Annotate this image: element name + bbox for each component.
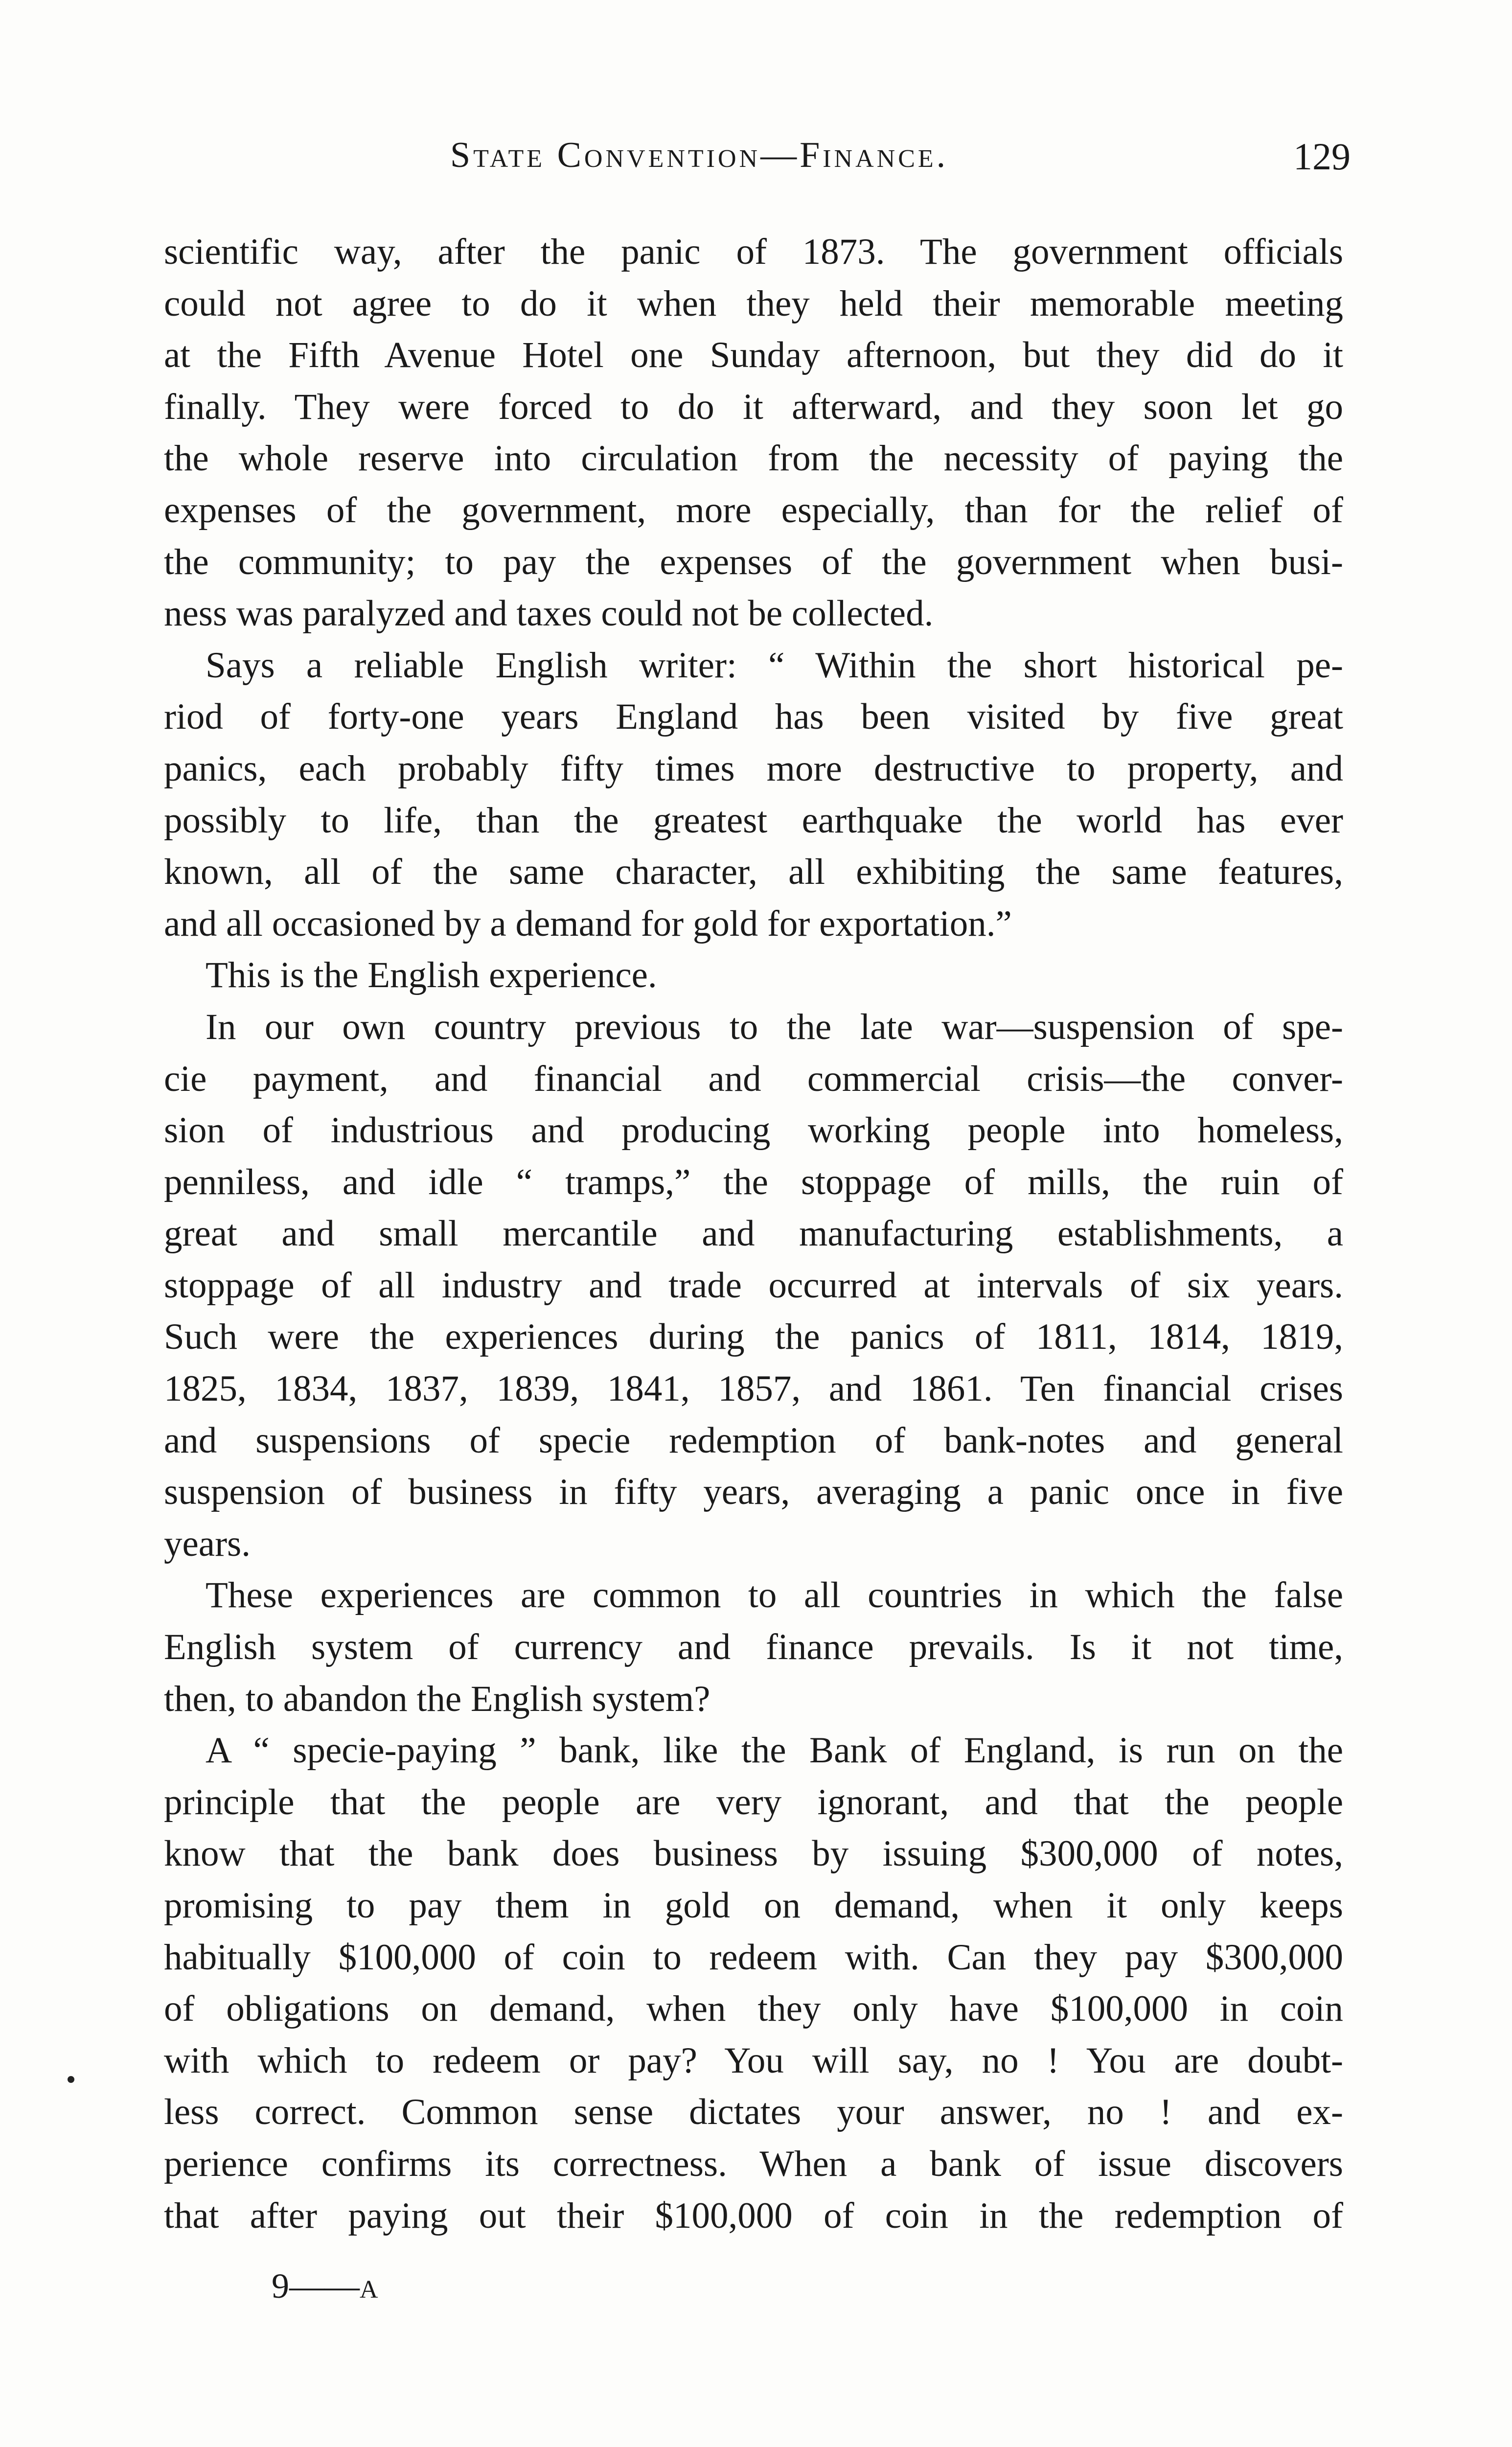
text-line [164, 2086, 1343, 2138]
ink-speck [68, 2076, 74, 2083]
text-line-content: at the Fifth Avenue Hotel one Sunday afternoon, but they did do it [164, 335, 1343, 376]
text-line-content: and all occasioned by a demand for gold for exportation.” [164, 903, 1012, 944]
text-line [164, 226, 1343, 278]
text-line [164, 2035, 1343, 2087]
text-line-content: This is the English experience. [206, 955, 657, 996]
text-line [164, 1621, 1343, 1673]
text-line [164, 898, 1343, 950]
signature-mark [272, 2266, 378, 2307]
text-line [164, 1725, 1343, 1777]
text-line-content: with which to redeem or pay? You will say, no ! You are doubt- [164, 2040, 1343, 2081]
text-line [164, 1932, 1343, 1984]
text-line [164, 1311, 1343, 1363]
text-line [164, 485, 1343, 536]
text-line-content: English system of currency and finance prevails. Is it not time, [164, 1627, 1343, 1668]
text-line-content: less correct. Common sense dictates your answer, no ! and ex- [164, 2092, 1343, 2133]
text-line [164, 1777, 1343, 1828]
text-line [164, 846, 1343, 898]
signature-number: 9—— [272, 2266, 360, 2306]
text-line [164, 1363, 1343, 1415]
text-line-content: Such were the experiences during the panics of 1811, 1814, 1819, [164, 1316, 1343, 1358]
text-line-content: could not agree to do it when they held their memorable meeting [164, 283, 1343, 324]
text-line [164, 1260, 1343, 1312]
body-text [164, 226, 1343, 2241]
text-line [164, 1983, 1343, 2035]
text-line-content: the whole reserve into circulation from the necessity of paying the [164, 438, 1343, 479]
text-line-content: penniless, and idle “ tramps,” the stoppage of mills, the ruin of [164, 1161, 1343, 1202]
text-line-content: finally. They were forced to do it afterward, and they soon let go [164, 386, 1343, 427]
text-line-content: stoppage of all industry and trade occurred at intervals of six years. [164, 1265, 1343, 1306]
text-line [164, 1105, 1343, 1156]
text-line-content: of obligations on demand, when they only have $100,000 in coin [164, 1988, 1343, 2030]
text-line [164, 640, 1343, 692]
text-line-content: know that the bank does business by issuing $300,000 of notes, [164, 1833, 1343, 1874]
text-line-content: sion of industrious and producing working people into homeless, [164, 1110, 1343, 1151]
text-line-content: and suspensions of specie redemption of bank-notes and general [164, 1420, 1343, 1461]
text-line-content: promising to pay them in gold on demand, when it only keeps [164, 1885, 1343, 1926]
text-line [164, 1828, 1343, 1880]
text-line [164, 329, 1343, 381]
text-line-content: suspension of business in fifty years, averaging a panic once in five [164, 1472, 1343, 1513]
text-line [164, 795, 1343, 847]
text-line [164, 536, 1343, 588]
page-number: 129 [1293, 135, 1351, 178]
text-line [164, 588, 1343, 640]
text-line [164, 949, 1343, 1001]
text-line-content: In our own country previous to the late war—suspension of spe- [206, 1006, 1343, 1047]
text-line-content: scientific way, after the panic of 1873. The government officials [164, 231, 1343, 272]
text-line [164, 1415, 1343, 1467]
text-line [164, 743, 1343, 795]
text-line [164, 433, 1343, 485]
running-title: State Convention—Finance. [450, 135, 949, 175]
running-head [166, 135, 1351, 188]
text-line [164, 1156, 1343, 1208]
text-line-content: perience confirms its correctness. When a bank of issue discovers [164, 2143, 1343, 2184]
text-line [164, 1880, 1343, 1932]
text-line-content: riod of forty-one years England has been visited by five great [164, 696, 1343, 738]
text-line [164, 1518, 1343, 1570]
text-line-content: panics, each probably fifty times more destructive to property, and [164, 748, 1343, 789]
text-line-content: ness was paralyzed and taxes could not be collected. [164, 593, 934, 634]
text-line-content: 1825, 1834, 1837, 1839, 1841, 1857, and 1861. Ten financial crises [164, 1368, 1343, 1409]
text-line-content: known, all of the same character, all exhibiting the same features, [164, 852, 1343, 893]
text-line [164, 1570, 1343, 1621]
text-line [164, 2190, 1343, 2242]
text-line-content: These experiences are common to all countries in which the false [206, 1575, 1343, 1616]
signature-letter: A [360, 2276, 378, 2304]
text-line-content: principle that the people are very ignorant, and that the people [164, 1781, 1343, 1823]
text-line-content: possibly to life, than the greatest earthquake the world has ever [164, 800, 1343, 841]
text-line-content: A “ specie-paying ” bank, like the Bank of England, is run on the [206, 1730, 1343, 1771]
text-line [164, 1673, 1343, 1725]
text-line-content: the community; to pay the expenses of the government when busi- [164, 541, 1343, 582]
text-line [164, 1466, 1343, 1518]
text-line [164, 278, 1343, 330]
text-line [164, 1208, 1343, 1260]
text-line [164, 691, 1343, 743]
text-line [164, 1001, 1343, 1053]
text-line-content: expenses of the government, more especially, than for the relief of [164, 489, 1343, 531]
text-line [164, 381, 1343, 433]
text-line-content: habitually $100,000 of coin to redeem with. Can they pay $300,000 [164, 1937, 1343, 1978]
text-line-content: that after paying out their $100,000 of coin in the redemption of [164, 2195, 1343, 2236]
text-line [164, 1053, 1343, 1105]
text-line [164, 2138, 1343, 2190]
text-line-content: great and small mercantile and manufacturing establishments, a [164, 1213, 1343, 1254]
text-line-content: cie payment, and financial and commercial crisis—the conver- [164, 1058, 1343, 1099]
text-line-content: then, to abandon the English system? [164, 1678, 710, 1719]
text-line-content: Says a reliable English writer: “ Within the short historical pe- [206, 645, 1343, 686]
text-line-content: years. [164, 1523, 251, 1564]
